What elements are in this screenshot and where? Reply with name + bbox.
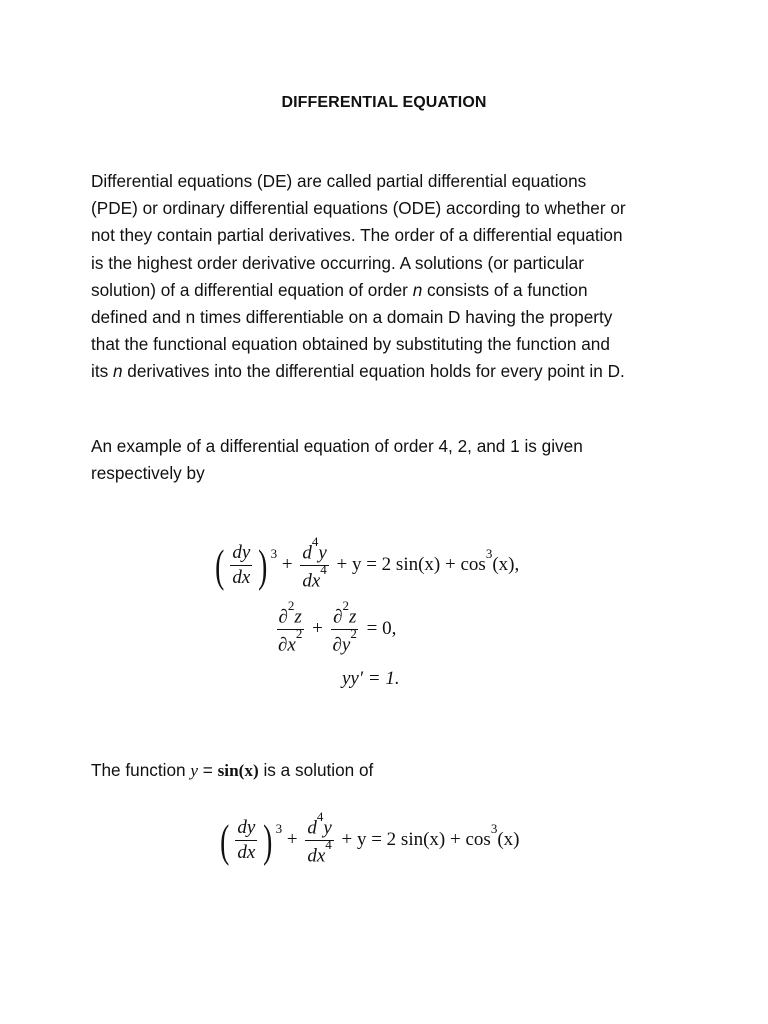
right-hand-side-tail: (x) <box>497 829 520 851</box>
intro-paragraph <box>91 168 691 386</box>
right-hand-side-tail: (x), <box>492 554 520 576</box>
exponent: 2 <box>342 597 349 613</box>
denominator: dx <box>237 842 256 864</box>
denominator <box>300 562 328 592</box>
left-paren: ( <box>215 539 225 591</box>
symbol: y <box>318 542 327 564</box>
fraction-d2z-dx2 <box>276 597 304 656</box>
exponent: 3 <box>270 545 278 561</box>
paragraph-line <box>91 277 691 304</box>
right-hand-side: = 0, <box>366 618 397 640</box>
symbol: d <box>307 817 317 839</box>
symbol: ∂ <box>333 606 343 628</box>
paragraph-line: is the highest order derivative occurring. A solutions (or particular <box>91 252 584 273</box>
denominator <box>331 626 359 656</box>
fraction-d4y-dx4 <box>300 533 328 592</box>
exponent: 4 <box>316 808 324 824</box>
operator: + <box>312 618 323 640</box>
exponent: 4 <box>325 837 332 853</box>
fraction-dy-dx <box>230 543 252 588</box>
text-span: The function <box>91 760 191 780</box>
paragraph-line: Differential equations (DE) are called partial differential equations <box>91 171 587 191</box>
denominator <box>305 837 333 867</box>
exponent: 3 <box>490 820 498 836</box>
text-span: solution) of a differential equation of order <box>91 279 413 300</box>
symbol: z <box>294 606 302 628</box>
symbol: ∂y <box>332 634 351 656</box>
text-span: derivatives into the differential equation holds for every point in D. <box>122 361 625 382</box>
fraction-d2z-dy2 <box>331 597 359 656</box>
paragraph-line <box>91 757 691 784</box>
right-hand-side: + y = 2 sin(x) + cos <box>336 554 486 576</box>
paragraph-line: not they contain partial derivatives. The order of a differential equation <box>91 225 623 246</box>
symbol: z <box>348 606 357 628</box>
right-hand-side: + y = 2 sin(x) + cos <box>341 829 491 851</box>
equation-order-2 <box>273 597 397 656</box>
equation-order-4 <box>212 533 520 592</box>
paragraph-line: respectively by <box>91 463 205 484</box>
exponent: 2 <box>295 626 303 642</box>
solution-paragraph <box>91 757 691 784</box>
right-paren: ) <box>263 814 273 866</box>
exponent: 4 <box>320 562 327 578</box>
paragraph-line: An example of a differential equation of order 4, 2, and 1 is given <box>91 436 583 456</box>
paragraph-line <box>91 358 691 385</box>
paragraph-line: defined and n times differentiable on a domain D having the property <box>91 307 613 328</box>
variable-y: y <box>190 761 199 780</box>
equation-text: yy′ = 1. <box>342 668 400 689</box>
left-paren: ( <box>220 814 230 866</box>
operator: + <box>286 829 298 851</box>
paragraph-line: that the functional equation obtained by substituting the function and <box>91 334 610 355</box>
symbol: ∂x <box>278 634 296 656</box>
text-span: is a solution of <box>258 760 374 780</box>
equation-solution-target <box>217 808 520 867</box>
right-paren: ) <box>258 539 268 591</box>
text-span: consists of a function <box>422 279 588 300</box>
exponent: 2 <box>287 597 295 613</box>
function-sin: sin(x) <box>217 761 259 780</box>
text-span: its <box>91 361 113 382</box>
exponent: 3 <box>485 545 493 561</box>
symbol: y <box>323 817 332 839</box>
equation-order-1 <box>342 668 400 690</box>
numerator: dy <box>230 543 252 566</box>
symbol: dx <box>307 845 326 867</box>
exponent: 4 <box>311 533 319 549</box>
numerator: dy <box>235 818 257 841</box>
page-title: DIFFERENTIAL EQUATION <box>281 94 487 111</box>
exponent: 3 <box>275 820 283 836</box>
paragraph-line: (PDE) or ordinary differential equations (ODE) according to whether or <box>91 198 626 219</box>
denominator <box>276 626 304 656</box>
variable-n: n <box>412 279 423 300</box>
fraction-dy-dx <box>235 818 257 863</box>
symbol: ∂ <box>278 606 288 628</box>
symbol: dx <box>302 570 321 592</box>
denominator: dx <box>232 567 251 589</box>
variable-n: n <box>112 361 123 382</box>
fraction-d4y-dx4 <box>305 808 333 867</box>
operator: + <box>281 554 293 576</box>
example-paragraph <box>91 433 691 487</box>
text-span: = <box>198 760 218 780</box>
symbol: d <box>302 542 312 564</box>
exponent: 2 <box>350 626 357 642</box>
